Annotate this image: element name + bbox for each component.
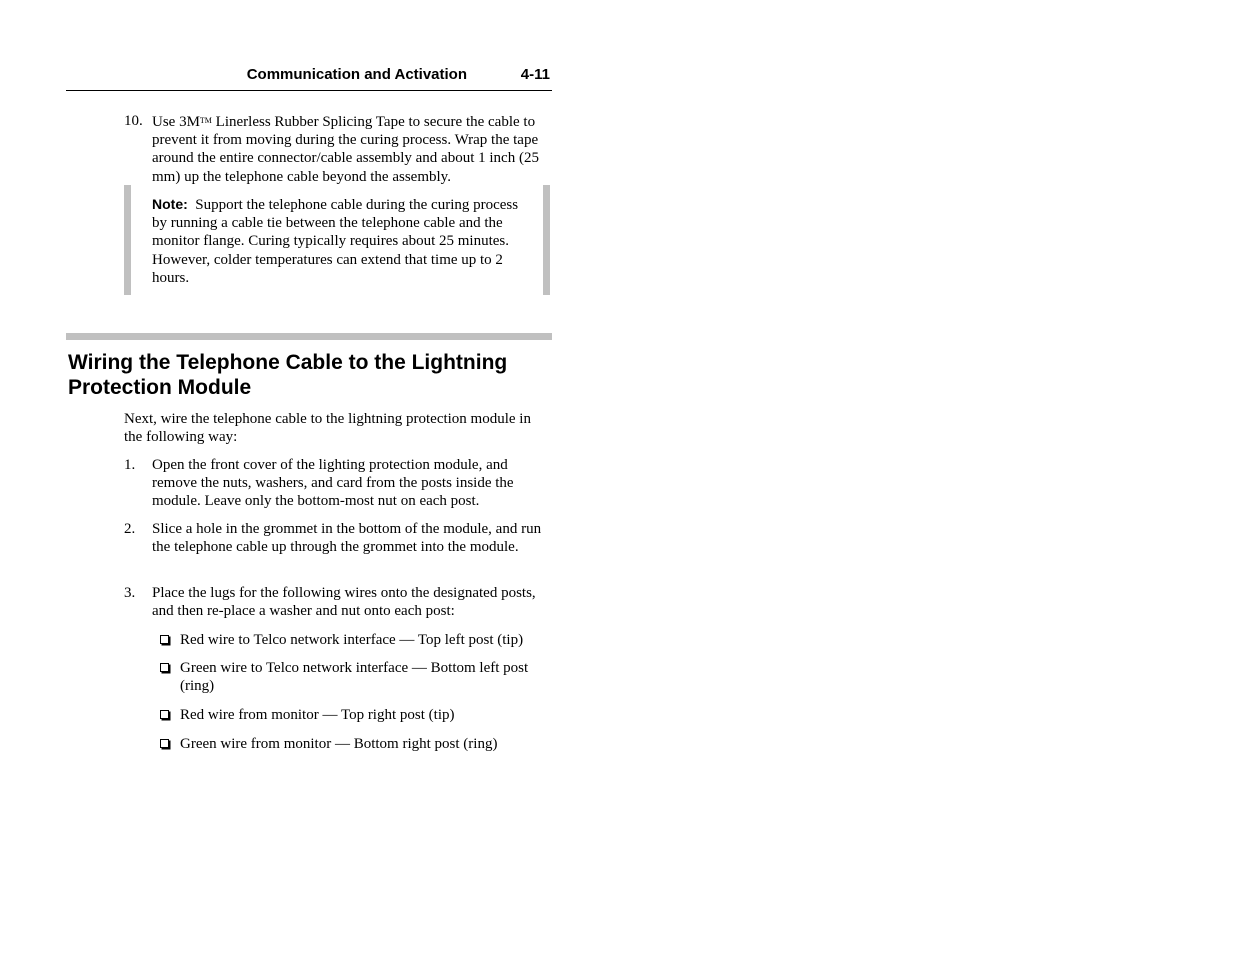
step-text: Open the front cover of the lighting protection module, and remove the nuts, washers, and card from the posts inside the module. Leave only the bottom-most nut on each post. <box>152 457 514 510</box>
step-number: 3. <box>124 585 136 601</box>
note-label: Note: <box>152 196 188 212</box>
trademark-symbol: TM <box>199 116 212 125</box>
wire-text: Red wire to Telco network interface — Top left post (tip) <box>180 632 524 648</box>
wire-list-item <box>160 735 552 753</box>
step-number: 10. <box>124 113 143 129</box>
section-heading: Wiring the Telephone Cable to the Lightning Protection Module <box>68 351 508 399</box>
step-text <box>152 112 552 186</box>
chapter-title: Communication and Activation <box>246 66 467 83</box>
note-text <box>152 195 524 287</box>
step-text: Slice a hole in the grommet in the bottom of the module, and run the telephone cable up through the grommet into the module. <box>152 521 542 556</box>
running-header <box>66 64 552 91</box>
step-number: 1. <box>124 457 136 473</box>
section-divider <box>66 333 552 340</box>
step-number: 2. <box>124 521 136 537</box>
checkbox-bullet-icon <box>160 635 169 644</box>
step-text: Place the lugs for the following wires onto the designated posts, and then re-place a washer and nut onto each post: <box>152 585 536 620</box>
section-intro: Next, wire the telephone cable to the lightning protection module in the following way: <box>124 411 531 446</box>
step-1 <box>124 456 552 511</box>
wire-text: Green wire to Telco network interface — Bottom left post (ring) <box>180 660 529 695</box>
step-text-part: Linerless Rubber Splicing Tape to secure the cable to prevent it from moving during the curing process. Wrap the tape around the entire connector/cable assembly and about 1 inch (25 mm) up the telephone cable beyond the assembly. <box>152 114 539 185</box>
step-3 <box>124 584 552 620</box>
checkbox-bullet-icon <box>160 710 169 719</box>
checkbox-bullet-icon <box>160 739 169 748</box>
page-number: 4-11 <box>520 66 550 83</box>
note-body: Support the telephone cable during the curing process by running a cable tie between the telephone cable and the monitor flange. Curing typically requires about 25 minutes. However, colder temperatures can extend that time up to 2 hours. <box>152 197 519 286</box>
step-10 <box>124 112 552 186</box>
step-2 <box>124 520 552 556</box>
checkbox-bullet-icon <box>160 663 169 672</box>
wire-text: Green wire from monitor — Bottom right post (ring) <box>180 736 498 752</box>
wire-list-item <box>160 706 552 724</box>
wire-list-item <box>160 631 552 649</box>
wire-text: Red wire from monitor — Top right post (tip) <box>180 707 455 723</box>
wire-list-item <box>160 659 552 695</box>
step-text-part: Use 3M <box>152 114 200 130</box>
